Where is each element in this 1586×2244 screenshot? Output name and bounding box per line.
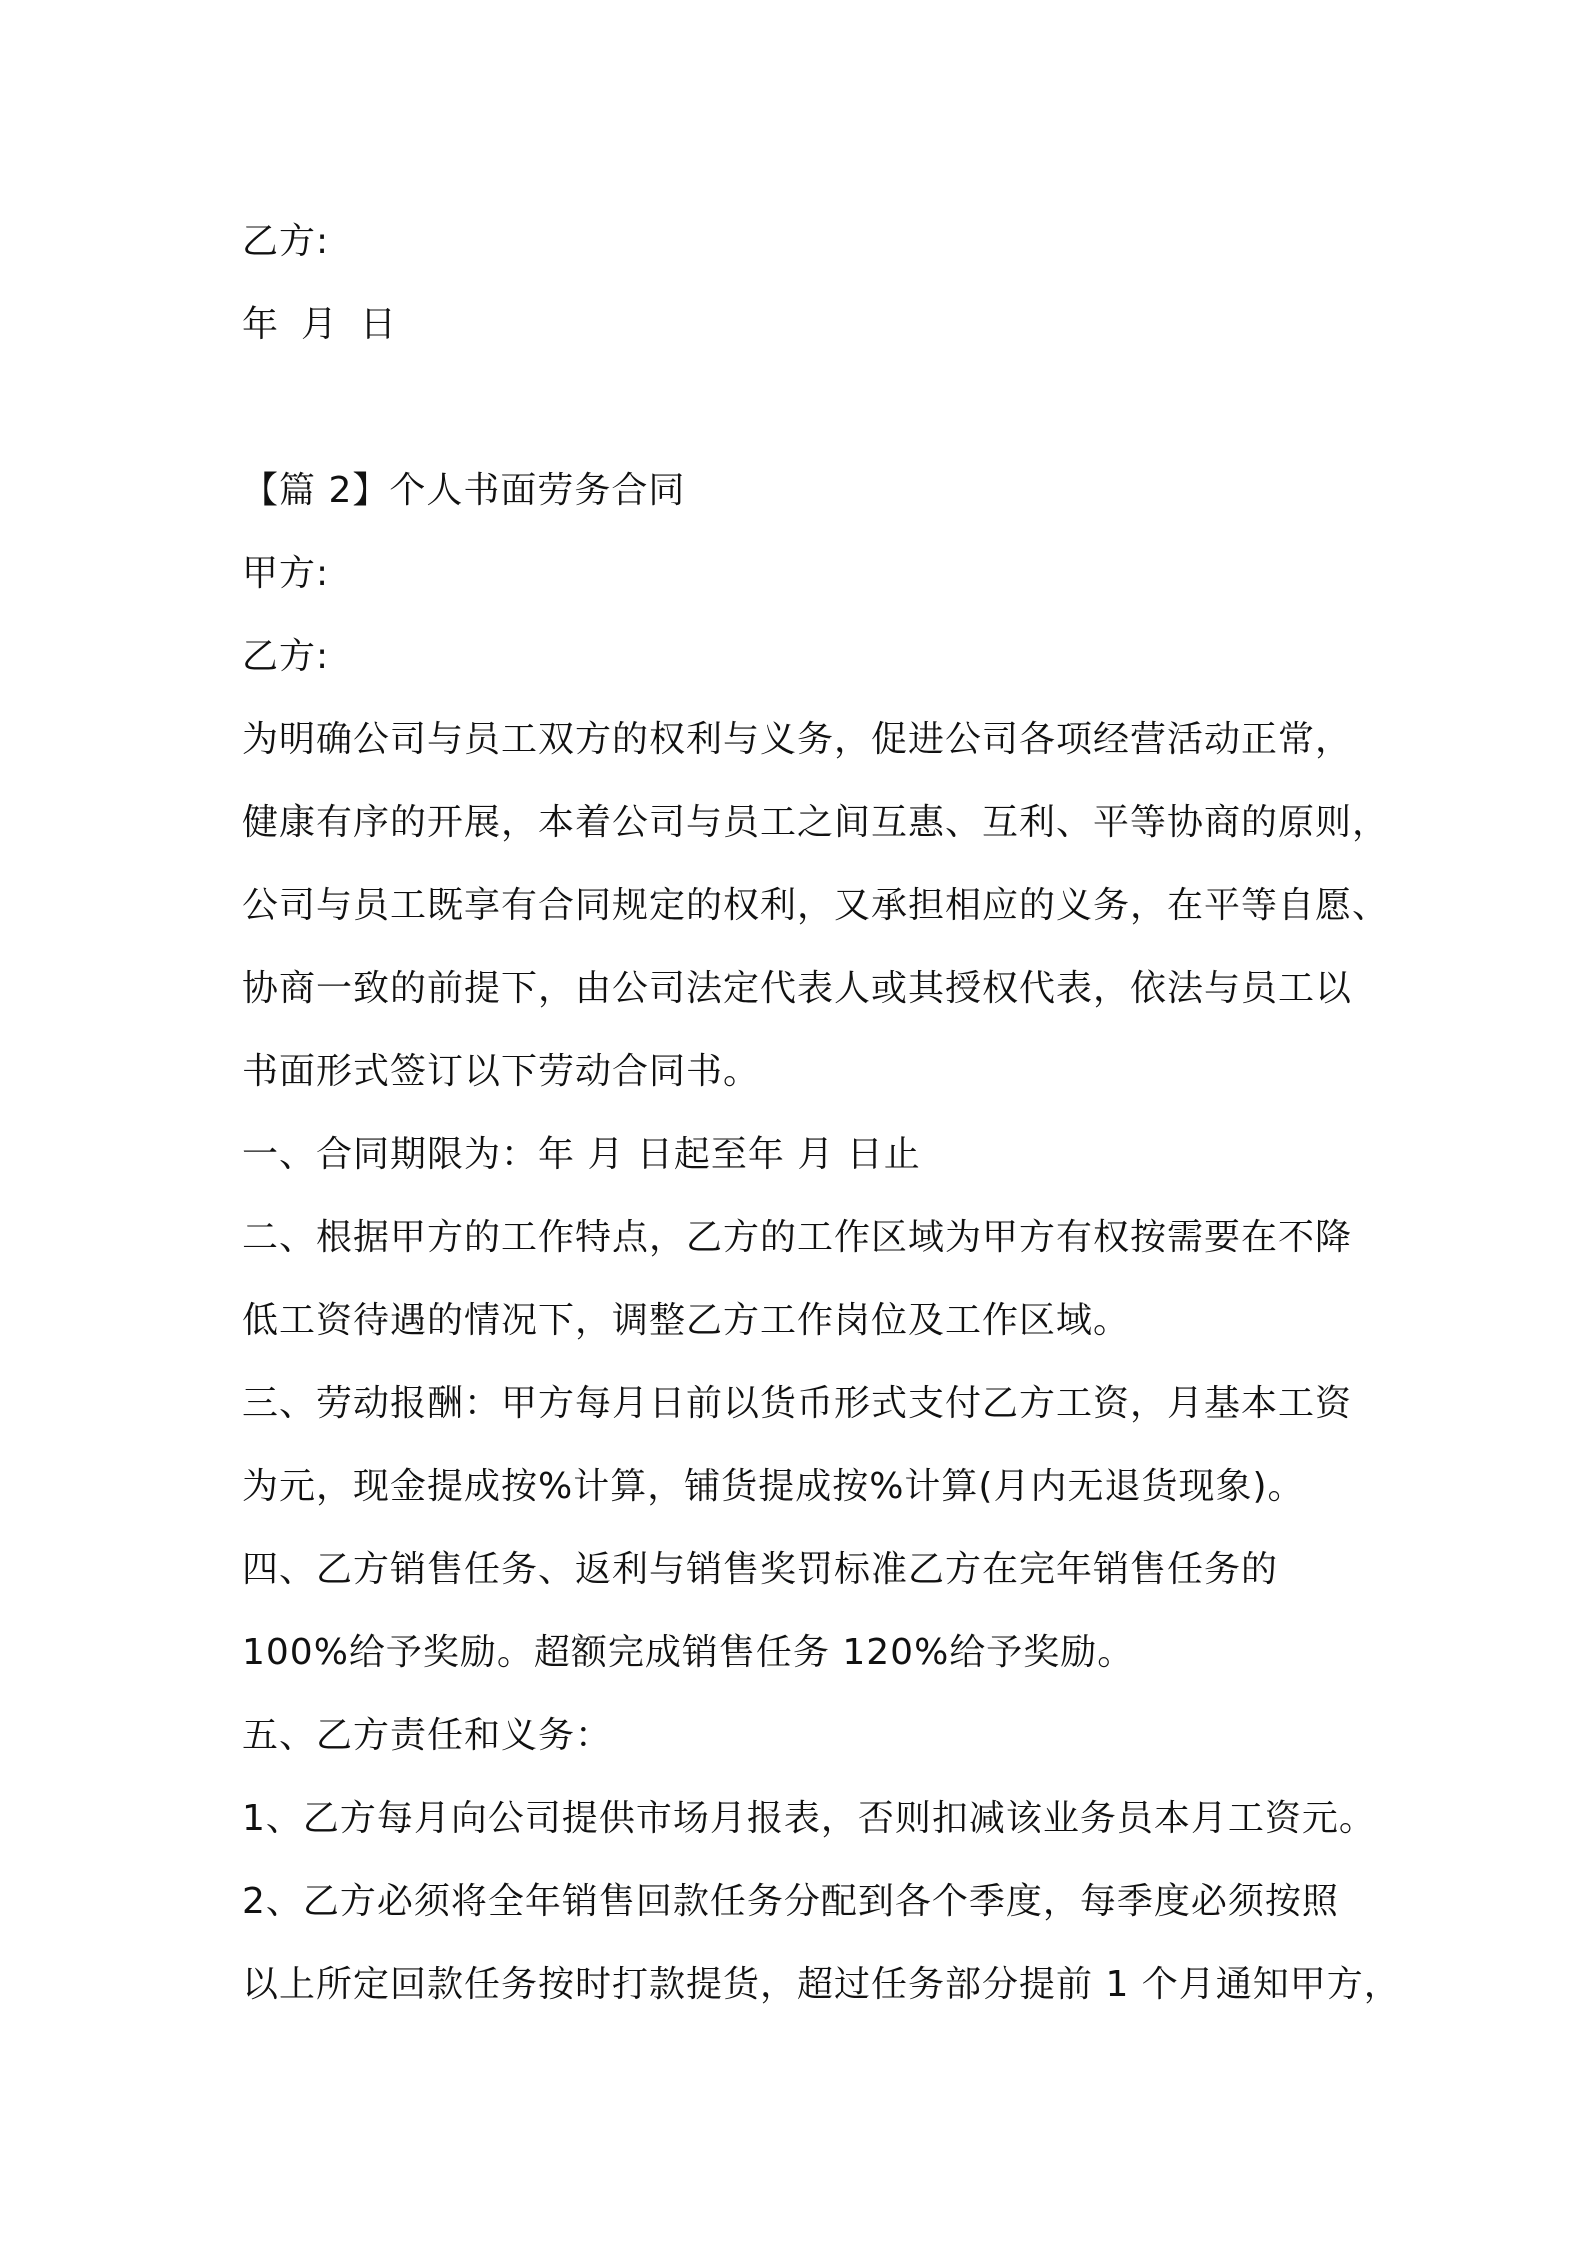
clause-3-remuneration-cont: 为元，现金提成按%计算，铺货提成按%计算(月内无退货现象)。 xyxy=(242,1466,1305,1507)
signature-date xyxy=(242,283,1362,366)
clause-2-work-area-cont: 低工资待遇的情况下，调整乙方工作岗位及工作区域。 xyxy=(242,1300,1131,1341)
clause-4-sales-task-cont: 100%给予奖励。超额完成销售任务 120%给予奖励。 xyxy=(242,1632,1135,1673)
date-year: 年 xyxy=(242,304,280,345)
clause-4-sales-task: 四、乙方销售任务、返利与销售奖罚标准乙方在完年销售任务的 xyxy=(242,1549,1279,1590)
party-b-label: 乙方: xyxy=(242,636,330,677)
date-month: 月 xyxy=(301,304,339,345)
date-day: 日 xyxy=(360,304,398,345)
clause-1-term: 一、合同期限为：年 月 日起至年 月 日止 xyxy=(242,1134,921,1175)
clause-5-item-2-cont: 以上所定回款任务按时打款提货，超过任务部分提前 1 个月通知甲方， xyxy=(242,1964,1401,2005)
document-content xyxy=(242,200,1401,2026)
clause-5-item-1: 1、乙方每月向公司提供市场月报表，否则扣减该业务员本月工资元。 xyxy=(242,1798,1376,1839)
body-line: 健康有序的开展，本着公司与员工之间互惠、互利、平等协商的原则， xyxy=(242,802,1390,843)
clause-3-remuneration: 三、劳动报酬：甲方每月日前以货币形式支付乙方工资，月基本工资 xyxy=(242,1383,1353,1424)
body-line: 协商一致的前提下，由公司法定代表人或其授权代表，依法与员工以 xyxy=(242,968,1353,1009)
body-line: 书面形式签订以下劳动合同书。 xyxy=(242,1051,761,1092)
section-spacer xyxy=(242,366,1362,449)
clause-5-heading: 五、乙方责任和义务： xyxy=(242,1715,613,1756)
party-b-signature-label: 乙方: xyxy=(242,221,330,262)
body-line: 为明确公司与员工双方的权利与义务，促进公司各项经营活动正常， xyxy=(242,719,1353,760)
clause-2-work-area: 二、根据甲方的工作特点，乙方的工作区域为甲方有权按需要在不降 xyxy=(242,1217,1353,1258)
section-title: 【篇 2】个人书面劳务合同 xyxy=(242,470,686,511)
clause-5-item-2: 2、乙方必须将全年销售回款任务分配到各个季度，每季度必须按照 xyxy=(242,1881,1339,1922)
body-line: 公司与员工既享有合同规定的权利，又承担相应的义务，在平等自愿、 xyxy=(242,885,1390,926)
party-a-label: 甲方: xyxy=(242,553,330,594)
